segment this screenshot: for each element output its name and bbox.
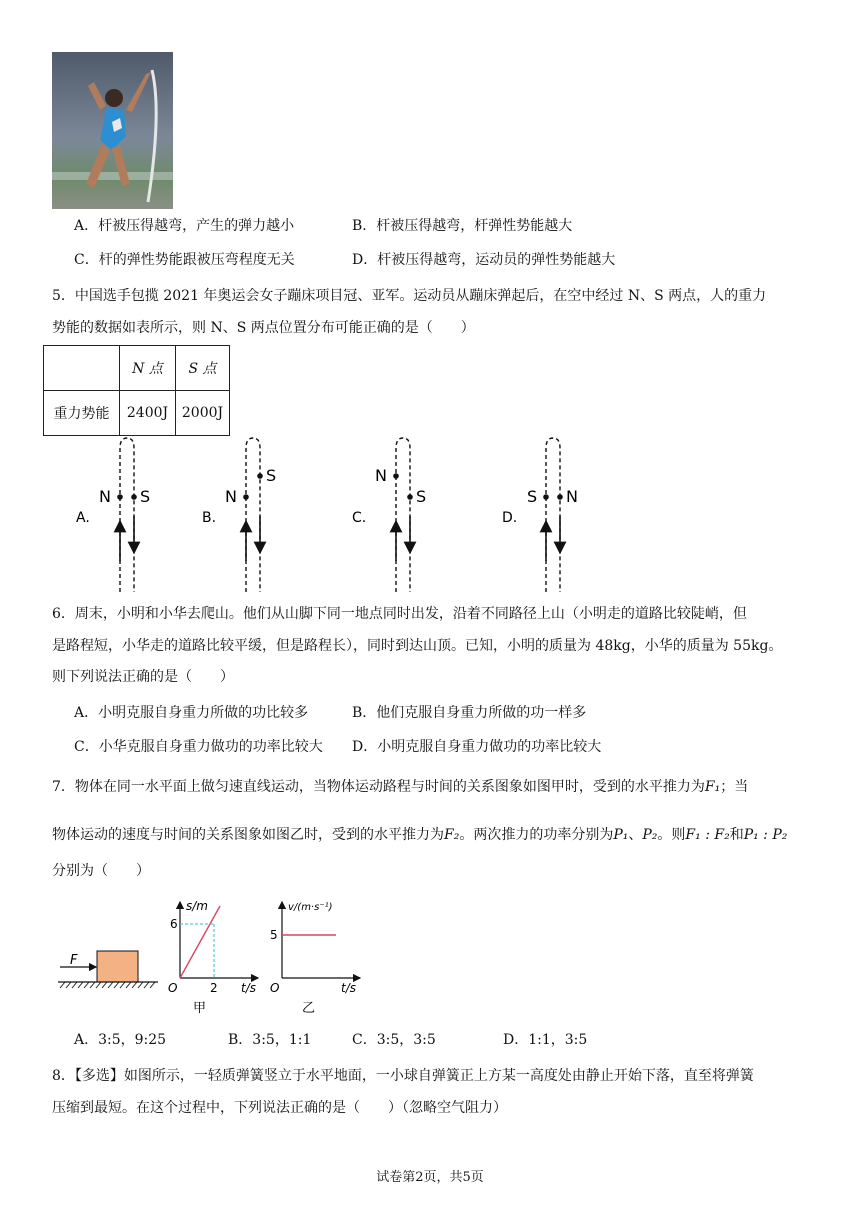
q5-diagram-d[interactable]: [502, 438, 578, 592]
q5-b-s: S: [266, 466, 277, 485]
q5-diagram-a[interactable]: [76, 438, 150, 592]
q5-label-d: D.: [502, 510, 518, 526]
q4-option-b[interactable]: B．杆被压得越弯，杆弹性势能越大: [352, 218, 573, 234]
pole-vault-photo: [52, 52, 173, 209]
q5-label-b: B.: [202, 510, 217, 526]
q7-f2: F₂: [444, 827, 460, 843]
pushed-block: [58, 951, 158, 988]
force-label: F: [70, 953, 78, 968]
q5-c-n: N: [375, 466, 387, 485]
q5-d-n: N: [566, 487, 578, 506]
q7-text-2a: 物体运动的速度与时间的关系图象如图乙时，受到的水平推力为: [52, 827, 444, 843]
jia-xtick: 2: [210, 981, 218, 995]
jia-ylabel: s/m: [186, 899, 208, 913]
q7-text-2e: 和: [729, 827, 744, 843]
table-corner: [44, 346, 120, 391]
q5-label-c: C.: [352, 510, 367, 526]
jia-caption: 甲: [193, 1001, 207, 1016]
q7-option-d[interactable]: D．1:1，3:5: [503, 1032, 588, 1048]
table-value-n: 2400J: [120, 391, 176, 436]
q7-p2: P₂: [642, 827, 658, 843]
q6-stem-line-3: 则下列说法正确的是（ ）: [52, 669, 234, 685]
q6-stem-line-2: 是路程短，小华走的道路比较平缓，但是路程长），同时到达山顶。已知，小明的质量为 48kg，小华的质量为 55kg。: [52, 638, 783, 654]
q6-option-c[interactable]: C．小华克服自身重力做功的功率比较大: [74, 739, 323, 755]
yi-ylabel: v/(m·s⁻¹): [288, 902, 333, 913]
q5-d-s: S: [527, 487, 538, 506]
table-header-s: S 点: [176, 346, 230, 391]
q5-diagram-b[interactable]: [202, 438, 276, 592]
q5-stem-line-1: 5．中国选手包揽 2021 年奥运会女子蹦床项目冠、亚军。运动员从蹦床弹起后，在空中经过 N、S 两点，人的重力: [52, 288, 767, 304]
q5-diagrams: [60, 436, 620, 596]
q7-stem-line-2: [52, 825, 812, 845]
table-value-s: 2000J: [176, 391, 230, 436]
q7-p1: P₁: [613, 827, 629, 843]
q5-label-a: A.: [76, 510, 90, 526]
page-footer: 试卷第2页，共5页: [376, 1170, 484, 1185]
yi-xlabel: t/s: [341, 981, 356, 995]
jia-xlabel: t/s: [241, 981, 256, 995]
q8-stem-line-2: 压缩到最短。在这个过程中，下列说法正确的是（ ）（忽略空气阻力）: [52, 1100, 507, 1116]
table-row-label: 重力势能: [44, 391, 120, 436]
q4-option-a[interactable]: A．杆被压得越弯，产生的弹力越小: [74, 218, 295, 234]
q7-f1: F₁: [704, 779, 721, 795]
q6-option-b[interactable]: B．他们克服自身重力所做的功一样多: [352, 705, 587, 721]
q8-stem-line-1: 8．【多选】如图所示，一轻质弹簧竖立于水平地面，一小球自弹簧正上方某一高度处由静止开始下落，直至将弹簧: [52, 1068, 754, 1084]
q7-figure: [56, 896, 366, 1021]
q7-text-1b: ；当: [720, 779, 749, 795]
q7-stem-line-3: 分别为（ ）: [52, 863, 150, 879]
q4-option-c[interactable]: C．杆的弹性势能跟被压弯程度无关: [74, 252, 295, 268]
q7-text-2d: 。则: [657, 827, 686, 843]
yi-origin: O: [270, 981, 280, 995]
q5-a-n: N: [99, 487, 111, 506]
jia-origin: O: [168, 981, 178, 995]
q4-option-d[interactable]: D．杆被压得越弯，运动员的弹性势能越大: [352, 252, 616, 268]
q6-stem-line-1: 6．周末，小明和小华去爬山。他们从山脚下同一地点同时出发，沿着不同路径上山（小明走的道路比较陡峭，但: [52, 606, 747, 622]
q7-text-1a: 7．物体在同一水平面上做匀速直线运动，当物体运动路程与时间的关系图象如图甲时，受到的水平推力为: [52, 779, 705, 795]
q7-p1p2: P₁ : P₂: [743, 827, 788, 843]
q5-stem-line-2: 势能的数据如表所示，则 N、S 两点位置分布可能正确的是（ ）: [52, 320, 475, 336]
jia-ytick: 6: [170, 917, 178, 931]
q7-stem-line-1: [52, 777, 812, 797]
q7-option-c[interactable]: C．3:5，3:5: [352, 1032, 436, 1048]
q6-option-a[interactable]: A．小明克服自身重力所做的功比较多: [74, 705, 309, 721]
graph-jia: [168, 899, 258, 1016]
q7-option-a[interactable]: A．3:5，9:25: [74, 1032, 167, 1048]
table-header-n: N 点: [120, 346, 176, 391]
q7-text-2c: 、: [628, 827, 643, 843]
q5-c-s: S: [416, 487, 427, 506]
q7-f1f2: F₁ : F₂: [685, 827, 730, 843]
yi-caption: 乙: [302, 1001, 316, 1016]
q7-option-b[interactable]: B．3:5，1:1: [228, 1032, 312, 1048]
yi-ytick: 5: [270, 928, 278, 942]
q5-b-n: N: [225, 487, 237, 506]
q7-text-2b: 。两次推力的功率分别为: [459, 827, 614, 843]
q6-option-d[interactable]: D．小明克服自身重力做功的功率比较大: [352, 739, 602, 755]
q5-a-s: S: [140, 487, 151, 506]
q5-energy-table: [43, 345, 230, 436]
q5-diagram-c[interactable]: [352, 438, 426, 592]
graph-yi: [270, 902, 360, 1016]
